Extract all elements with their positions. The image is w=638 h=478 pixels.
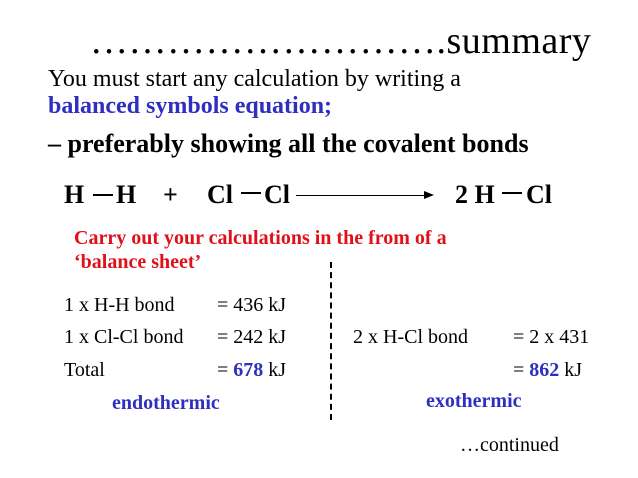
equation-product-h: 2 H — [455, 180, 495, 209]
equation-plus: + — [163, 180, 178, 209]
right-row2-value — [513, 360, 582, 380]
exothermic-label: exothermic — [426, 390, 522, 412]
continued-note: …continued — [460, 434, 559, 456]
equation-cl-right: Cl — [264, 180, 290, 209]
left-row1-value: = 436 kJ — [217, 294, 287, 316]
equation-cl-left: Cl — [207, 180, 233, 209]
equation-product-cl: Cl — [526, 180, 552, 209]
balance-sheet-divider — [330, 262, 332, 420]
right-row2-unit: kJ — [564, 359, 583, 381]
left-row2-label: 1 x Cl-Cl bond — [64, 326, 184, 348]
bond-h-h — [93, 194, 113, 196]
left-total-unit: kJ — [268, 359, 287, 381]
reaction-arrow — [296, 195, 426, 196]
right-row1-label: 2 x H-Cl bond — [353, 326, 468, 348]
slide-title: ……………………….summary — [90, 20, 592, 62]
left-total-prefix: = — [217, 359, 229, 381]
intro-line-3: – preferably showing all the covalent bonds — [48, 129, 529, 158]
instruction-line-1: Carry out your calculations in the from of a — [74, 227, 447, 249]
bond-h-cl — [502, 192, 522, 194]
reaction-arrow-head — [424, 191, 434, 199]
right-row2-number: 862 — [529, 359, 560, 381]
left-row2-value: = 242 kJ — [217, 326, 287, 348]
left-total-value — [217, 360, 286, 380]
left-row1-label: 1 x H-H bond — [64, 294, 175, 316]
instruction-line-2: ‘balance sheet’ — [74, 251, 202, 273]
intro-line-2: balanced symbols equation; — [48, 93, 333, 119]
right-row1-value: = 2 x 431 — [513, 326, 590, 348]
equation-h-left: H — [64, 180, 85, 209]
right-row2-prefix: = — [513, 359, 525, 381]
intro-line-1: You must start any calculation by writing a — [48, 66, 461, 92]
left-total-label: Total — [64, 359, 105, 381]
equation-h-right: H — [116, 180, 137, 209]
left-total-number: 678 — [233, 359, 264, 381]
endothermic-label: endothermic — [112, 392, 220, 414]
bond-cl-cl — [241, 192, 261, 194]
